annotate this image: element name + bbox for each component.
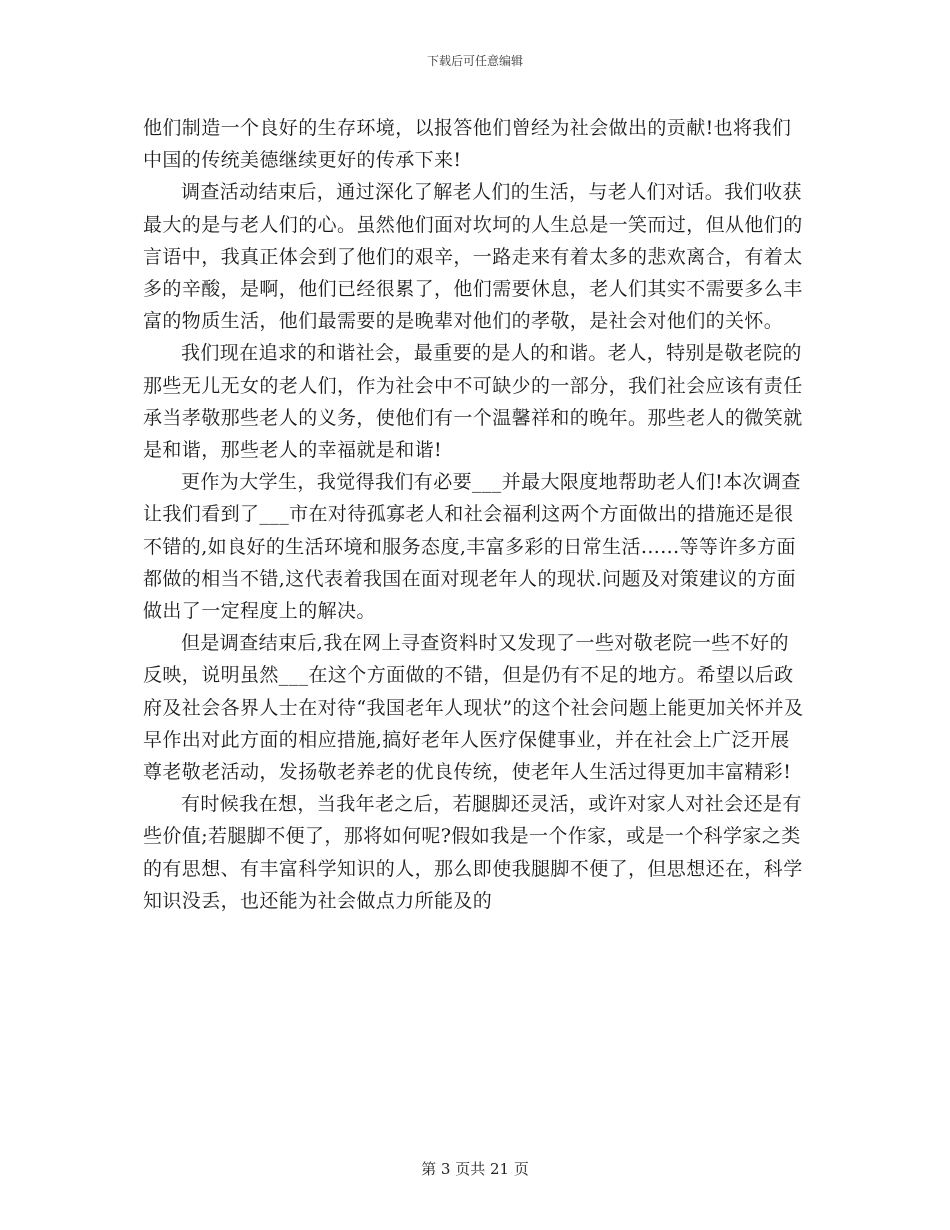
page-header: 下载后可任意编辑	[426, 54, 523, 68]
paragraph-2: 调查活动结束后，通过深化了解老人们的生活，与老人们对话。我们收获最大的是与老人们的心。虽然他们面对坎坷的人生总是一笑而过，但从他们的言语中，我真正体会到了他们的艰辛，一路走来有着太多的悲欢离合，有着太多的辛酸，是啊，他们已经很累了，他们需要休息，老人们其实不需要多么丰富的物质生活，他们最需要的是晚辈对他们的孝敬，是社会对他们的关怀。	[143, 181, 803, 333]
page-footer: 第 3 页共 21 页	[421, 1160, 529, 1178]
paragraph-3: 我们现在追求的和谐社会，最重要的是人的和谐。老人，特别是敬老院的那些无儿无女的老人们，作为社会中不可缺少的一部分，我们社会应该有责任承当孝敬那些老人的义务，使他们有一个温馨祥和的晚年。那些老人的微笑就是和谐，那些老人的幸福就是和谐!	[143, 342, 803, 462]
paragraph-6: 有时候我在想，当我年老之后，若腿脚还灵活，或许对家人对社会还是有些价值;若腿脚不便了，那将如何呢?假如我是一个作家，或是一个科学家之类的有思想、有丰富科学知识的人，那么即使我腿脚不便了，但思想还在，科学知识没丢，也还能为社会做点力所能及的	[143, 793, 803, 912]
body-text	[143, 112, 808, 917]
paragraph-1: 他们制造一个良好的生存环境，以报答他们曾经为社会做出的贡献!也将我们中国的传统美德继续更好的传承下来!	[143, 117, 792, 172]
paragraph-5: 但是调查结束后,我在网上寻查资料时又发现了一些对敬老院一些不好的反映，说明虽然___在这个方面做的不错，但是仍有不足的地方。希望以后政府及社会各界人士在对待“我国老年人现状”的这个社会问题上能更加关怀并及早作出对此方面的相应措施,搞好老年人医疗保健事业，并在社会上广泛开展尊老敬老活动，发扬敬老养老的优良传统，使老年人生活过得更加丰富精彩!	[143, 632, 804, 784]
paragraph-4: 更作为大学生，我觉得我们有必要___并最大限度地帮助老人们!本次调查让我们看到了___市在对待孤寡老人和社会福利这两个方面做出的措施还是很不错的,如良好的生活环境和服务态度,丰富多彩的日常生活......等等许多方面都做的相当不错,这代表着我国在面对现老年人的现状.问题及对策建议的方面做出了一定程度上的解决。	[143, 471, 801, 623]
